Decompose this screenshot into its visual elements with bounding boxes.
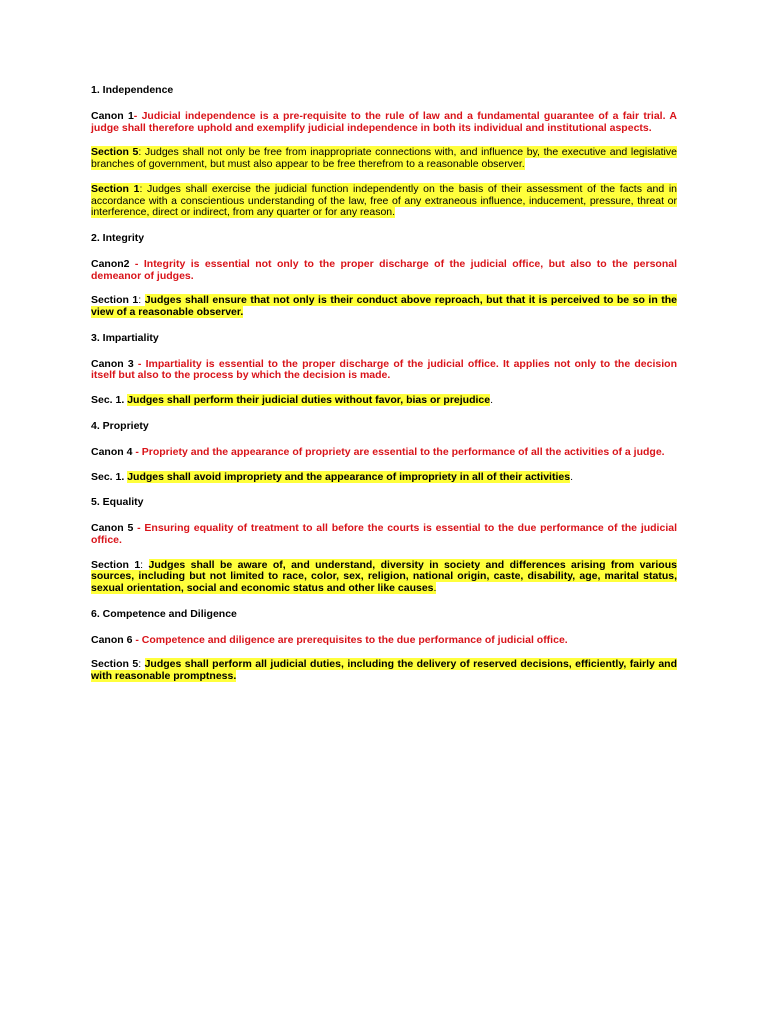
section-heading-integrity: 2. Integrity xyxy=(91,231,145,244)
section-tail: . xyxy=(433,582,437,595)
section-label: Section 1 xyxy=(91,294,139,307)
canon-label: Canon 5 xyxy=(91,522,134,535)
canon-text: Integrity is essential not only to the proper discharge of the judicial office, but also to the personal demeanor of judges. xyxy=(91,257,677,282)
section-separator: : xyxy=(139,182,148,195)
section-tail: . xyxy=(490,394,494,407)
section-text: Judges shall exercise the judicial function independently on the basis of their assessment of the facts and in accordance with a conscientious understanding of the law, free of any extraneous influence, inducement, pressure, threat or interference, direct or indirect, from any quarter or for any reason. xyxy=(91,182,677,219)
canon-2-paragraph xyxy=(91,259,677,282)
canon-label: Canon2 xyxy=(91,257,130,270)
canon-1-section-1 xyxy=(91,184,677,219)
canon-1-section-5 xyxy=(91,147,677,170)
canon-separator: - xyxy=(133,522,145,535)
section-label: Section 5 xyxy=(91,146,139,159)
canon-label: Canon 1 xyxy=(91,110,134,122)
section-heading-impartiality: 3. Impartiality xyxy=(91,331,159,344)
section-separator: : xyxy=(138,294,145,307)
canon-5-section-1 xyxy=(91,560,677,595)
section-text: Judges shall be aware of, and understand, diversity in society and differences arising from various sources, including but not limited to race, color, sex, religion, national origin, caste, disability, age, marital status, sexual orientation, social and economic status and other like causes xyxy=(91,558,677,595)
section-text: Judges shall ensure that not only is their conduct above reproach, but that it is perceived to be so in the view of a reasonable observer. xyxy=(91,294,677,319)
canon-separator: - xyxy=(132,633,142,646)
canon-4-paragraph xyxy=(91,447,677,459)
canon-4-section-1 xyxy=(91,472,677,484)
canon-text: Propriety and the appearance of propriety are essential to the performance of all the activities of a judge. xyxy=(141,445,665,458)
canon-separator: - xyxy=(133,110,142,122)
canon-separator: - xyxy=(129,257,144,270)
canon-5-paragraph xyxy=(91,523,677,546)
canon-label: Canon 3 xyxy=(91,357,134,370)
canon-text: Competence and diligence are prerequisites to the due performance of judicial office. xyxy=(141,633,568,646)
canon-label: Canon 4 xyxy=(91,445,133,458)
canon-text: Impartiality is essential to the proper discharge of the judicial office. It applies not only to the decision itself but also to the process by which the decision is made. xyxy=(91,357,677,382)
section-tail: . xyxy=(570,470,573,483)
canon-text: Judicial independence is a pre-requisite to the rule of law and a fundamental guarantee of a fair trial. A judge shall therefore uphold and exemplify judicial independence in both its individual and institutional aspects. xyxy=(91,110,677,134)
canon-6-paragraph xyxy=(91,635,677,647)
section-separator: : xyxy=(138,658,145,671)
section-label: Sec. 1. xyxy=(91,470,125,483)
canon-separator: - xyxy=(133,357,146,370)
canon-1-paragraph xyxy=(91,111,677,134)
canon-label: Canon 6 xyxy=(91,633,133,646)
section-heading-equality: 5. Equality xyxy=(91,496,144,509)
section-text: Judges shall perform their judicial duties without favor, bias or prejudice xyxy=(127,394,491,407)
section-heading-propriety: 4. Propriety xyxy=(91,419,149,432)
canon-3-paragraph xyxy=(91,359,677,382)
canon-2-section-1 xyxy=(91,295,677,318)
section-label: Section 1 xyxy=(91,182,140,195)
canon-3-section-1 xyxy=(91,395,677,407)
section-label: Section 5 xyxy=(91,658,139,671)
section-label: Sec. 1. xyxy=(91,394,125,407)
canon-text: Ensuring equality of treatment to all before the courts is essential to the due performance of the judicial office. xyxy=(91,522,677,546)
section-text: Judges shall avoid impropriety and the appearance of impropriety in all of their activities xyxy=(127,470,571,483)
section-separator: : xyxy=(140,558,149,571)
section-heading-competence-diligence: 6. Competence and Diligence xyxy=(91,607,237,620)
canon-6-section-5 xyxy=(91,659,677,682)
canon-separator: - xyxy=(132,445,142,458)
section-label: Section 1 xyxy=(91,558,141,571)
section-text: Judges shall perform all judicial duties, including the delivery of reserved decisions, efficiently, fairly and with reasonable promptness. xyxy=(91,658,677,683)
section-separator: : xyxy=(138,146,145,159)
section-text: Judges shall not only be free from inappropriate connections with, and influence by, the executive and legislative branches of government, but must also appear to be free therefrom to a reasonable observer. xyxy=(91,146,677,171)
section-heading-independence: 1. Independence xyxy=(91,84,174,96)
